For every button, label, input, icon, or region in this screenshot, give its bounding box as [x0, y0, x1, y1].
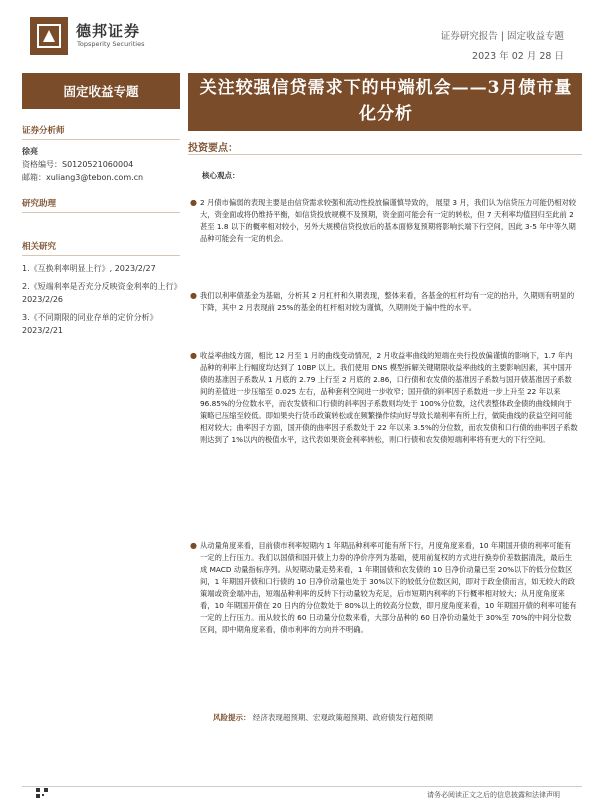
assistant-label: 研究助理 — [22, 197, 180, 213]
report-type: 证券研究报告 | 固定收益专题 — [440, 31, 564, 42]
page-title: 关注较强信贷需求下的中端机会——3月债市量化分析 — [199, 78, 573, 124]
assistant-section — [22, 197, 180, 213]
related-list — [22, 262, 180, 337]
sidebar-banner: 固定收益专题 — [22, 73, 180, 109]
key-points-label: 投资要点： — [188, 143, 238, 154]
analyst-section — [22, 124, 180, 184]
bullet-paragraph: ● 从动量角度来看，目前债市利率短期内 1 年期品种利率可能有所下行，月度角度来看，10 年期国开债的利率可能有一定的上行压力。我们以国债和国开债上力券的净价序列为基础，使用前复权的方式进行换券价差数据清洗，最后生成 MACD 动量指标序列。从短期动量走势来看，1 年期国债和农发债的 10 日净价动量已至 20%以下的低分位数区间，1 年期国开债和口行债的 10 日净价动量也处于 30%以下的较低分位数区间，即对于政金债而言，如无较大的政策端或资金端冲击，短端品种利率的反转下行动量较为充足，后市短期内利率的下行概率相对较大；从月度角度来看，10 年期国开债在 20 日内的分位数处于 80%以上的较高分位数，即月度角度来看，10 年期国开债的利率可能有一定的上行压力。而从较长的 60 日动量分位数来看，大部分品种的 60 日净价动量处于 30%至 70%的中间分位数区间，即中期角度来看，债市利率的方向并不明确。 — [190, 541, 577, 634]
bullet-icon: ● — [190, 541, 197, 550]
bullet-paragraph: ● 我们以利率债基金为基础，分析其 2 月杠杆和久期表现，整体来看，各基金的杠杆均有一定的抬升，久期则有明显的下降，其中 2 月表现前 25%的基金的杠杆相对较为谨慎，久期则处于偏中性的水平。 — [190, 291, 575, 312]
company-name: 德邦证券 — [76, 22, 141, 40]
disclaimer-note: 请务必阅读正文之后的信息披露和法律声明 — [427, 791, 560, 799]
bullet-icon: ● — [190, 351, 197, 360]
analyst-label: 证券分析师 — [22, 124, 180, 140]
analyst-email[interactable]: 邮箱：xuliang3@tebon.com.cn — [22, 173, 144, 182]
related-item[interactable]: 3.《不同期限的同业存单的定价分析》2023/2/21 — [22, 313, 158, 335]
risk-label: 风险提示： — [213, 713, 251, 722]
risk-warning — [213, 712, 583, 723]
related-item[interactable]: 1.《互换利率明显上行》, 2023/2/27 — [22, 264, 156, 273]
bullet-icon: ● — [190, 291, 197, 300]
related-section — [22, 240, 180, 342]
bullet-paragraph: ● 收益率曲线方面，相比 12 月至 1 月的曲线变动情况，2 月收益率曲线的短端在央行投放偏谨慎的影响下，1.7 年内品种的利率上行幅度均达到了 10BP 以上。我们使用 DNS 模型拆解关键期限收益率曲线的主要影响因素，其中国开债的基准因子系数从 1 月底的 2.79 上行至 2 月底的 2.86，口行债和农发债的基准因子系数与国开债基准因子系数间的差值进一步压缩至 0.025 左右，品种套利空间进一步收窄；国开债的斜率因子系数进一步上升至 22 年以来 96.85%的分位数水平，而农发债和口行债的斜率因子系数则均处于 100%分位数，这代表整体政金债的曲线倾向于策略已压缩至较低。即如果央行货币政策转松或在频繁操作续向好导致长端利率有所上行，做陡曲线的获益空间可能相对较大；曲率因子方面，国开债的曲率因子系数处于 22 年以来 3.5%的分位数，而农发债和口行债的曲率因子系数则达到了 1%以内的极值水平，这代表如果资金利率转松，则口行债和农发债短端利率将有更大的下行空间。 — [190, 351, 578, 444]
related-label: 相关研究 — [22, 240, 180, 256]
company-name-en: Topsperity Securities — [77, 40, 145, 48]
footer-divider — [22, 786, 582, 787]
core-view-label: 核心观点： — [202, 171, 240, 180]
related-item[interactable]: 2.《短端利率是否充分反映资金利率的上行》2023/2/26 — [22, 282, 178, 304]
report-date: 2023 年 02 月 28 日 — [472, 51, 564, 62]
qr-code-icon — [36, 788, 48, 798]
report-header — [0, 0, 600, 66]
analyst-cert: 资格编号：S0120521060004 — [22, 160, 134, 169]
analyst-name: 徐亮 — [22, 147, 38, 156]
bullet-icon: ● — [190, 198, 197, 207]
bullet-paragraph: ● 2 月债市偏弱的表现主要是由信贷需求较强和流动性投放偏谨慎导致的， 展望 3 月，我们认为信贷压力可能仍相对较大，资金面或将仍维持平衡，如信贷投放规模不及预期，资金面可能会有一定的转松，但 7 天利率均值回归至此前 2 甚至 1.8 以下的概率相对较小，另外大规模信贷投放后的基本面修复预期将影响长端下行空间，因此 3-5 年中等久期品种可能会有一定的机会。 — [190, 198, 577, 243]
logo-emblem-icon — [35, 22, 63, 50]
company-logo — [30, 17, 68, 55]
key-points-header — [188, 136, 582, 155]
risk-text: 经济表现超预期、宏观政策超预期、政府债发行超预期 — [252, 713, 433, 722]
